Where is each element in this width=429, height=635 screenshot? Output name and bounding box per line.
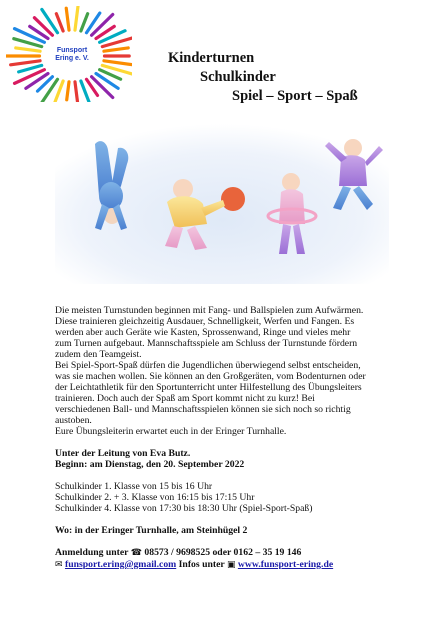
schedule-line: Schulkinder 4. Klasse von 17:30 bis 18:30 Uhr (Spiel-Sport-Spaß) (55, 503, 313, 514)
title-line-1: Kinderturnen (168, 50, 255, 66)
logo-ray (92, 15, 113, 36)
logo-ray (16, 48, 40, 51)
intro-line: werden aber auch Geräte wie Kasten, Sprossenwand, Ringe und vieles mehr (55, 327, 351, 338)
logo-ray (75, 82, 78, 102)
title-line-3: Spiel – Sport – Spaß (232, 88, 358, 104)
logo-ray (56, 14, 63, 31)
children-playing-illustration (55, 124, 389, 284)
start-date-line: Beginn: am Dienstag, den 20. September 2022 (55, 459, 245, 470)
intro-line: verschiedenen Ball- und Mannschaftsspielen können sie sich noch so richtig (55, 404, 351, 415)
website-link[interactable]: www.funsport-ering.de (237, 559, 334, 570)
phone-numbers: 08573 / 9698525 oder 0162 – 35 19 146 (144, 547, 302, 558)
logo-text-line1: Funsport (56, 47, 88, 54)
logo-ray (104, 48, 128, 51)
envelope-icon: ✉ (55, 560, 63, 570)
computer-icon: ▣ (226, 560, 236, 570)
logo-ray (11, 61, 40, 65)
location-line: Wo: in der Eringer Turnhalle, am Steinhügel 2 (55, 525, 248, 536)
logo-rays (6, 6, 132, 102)
schedule-line: Schulkinder 1. Klasse von 15 bis 16 Uhr (55, 481, 213, 492)
intro-line: der Leichtathletik für den Sportunterricht unter Hilfestellung des Übungsleiters (55, 382, 362, 393)
leader-line: Unter der Leitung von Eva Butz. (55, 448, 191, 459)
logo-text-line2: Ering e. V. (55, 55, 89, 62)
phone-icon: ☎ (130, 548, 142, 558)
intro-line: austoben. (55, 415, 92, 426)
registration-label: Anmeldung unter (55, 547, 129, 558)
intro-line: zudem den Teamgeist. (55, 349, 142, 360)
logo-ray (67, 82, 69, 100)
intro-line: trainieren. Doch auch der Spaß am Sport kommt nicht zu kurz! Bei (55, 393, 315, 404)
title-line-2: Schulkinder (200, 69, 276, 85)
intro-line: zum Turnen aufgebaut. Mannschaftsspiele am Schluss der Turnstunde fördern (55, 338, 358, 349)
registration-line (55, 547, 400, 559)
intro-line: Bei Spiel-Sport-Spaß dürfen die Jugendlichen überwiegend selbst entscheiden, (55, 360, 361, 371)
infos-label: Infos unter (178, 559, 225, 570)
schedule-line: Schulkinder 2. + 3. Klasse von 16:15 bis 17:15 Uhr (55, 492, 255, 503)
logo-ray (81, 14, 88, 31)
logo-ray (81, 81, 89, 102)
intro-line: was sie machen wollen. Sie können an den Großgeräten, vom Bodenturnen oder (55, 371, 366, 382)
email-link[interactable]: funsport.ering@gmail.com (64, 559, 177, 570)
intro-line: Diese trainieren gleichzeitig Ausdauer, Schnelligkeit, Werfen und Fangen. Es (55, 316, 355, 327)
logo-ray (66, 8, 69, 30)
intro-line: Eure Übungsleiterin erwartet euch in der Eringer Turnhalle. (55, 426, 287, 437)
contact-line (55, 559, 400, 571)
intro-line: Die meisten Turnstunden beginnen mit Fang- und Ballspielen zum Aufwärmen. (55, 305, 364, 316)
logo-ray (104, 61, 132, 65)
document-body (55, 305, 400, 571)
logo-ray (75, 6, 78, 30)
logo-ray (92, 77, 113, 98)
funsport-ering-logo (6, 6, 132, 102)
